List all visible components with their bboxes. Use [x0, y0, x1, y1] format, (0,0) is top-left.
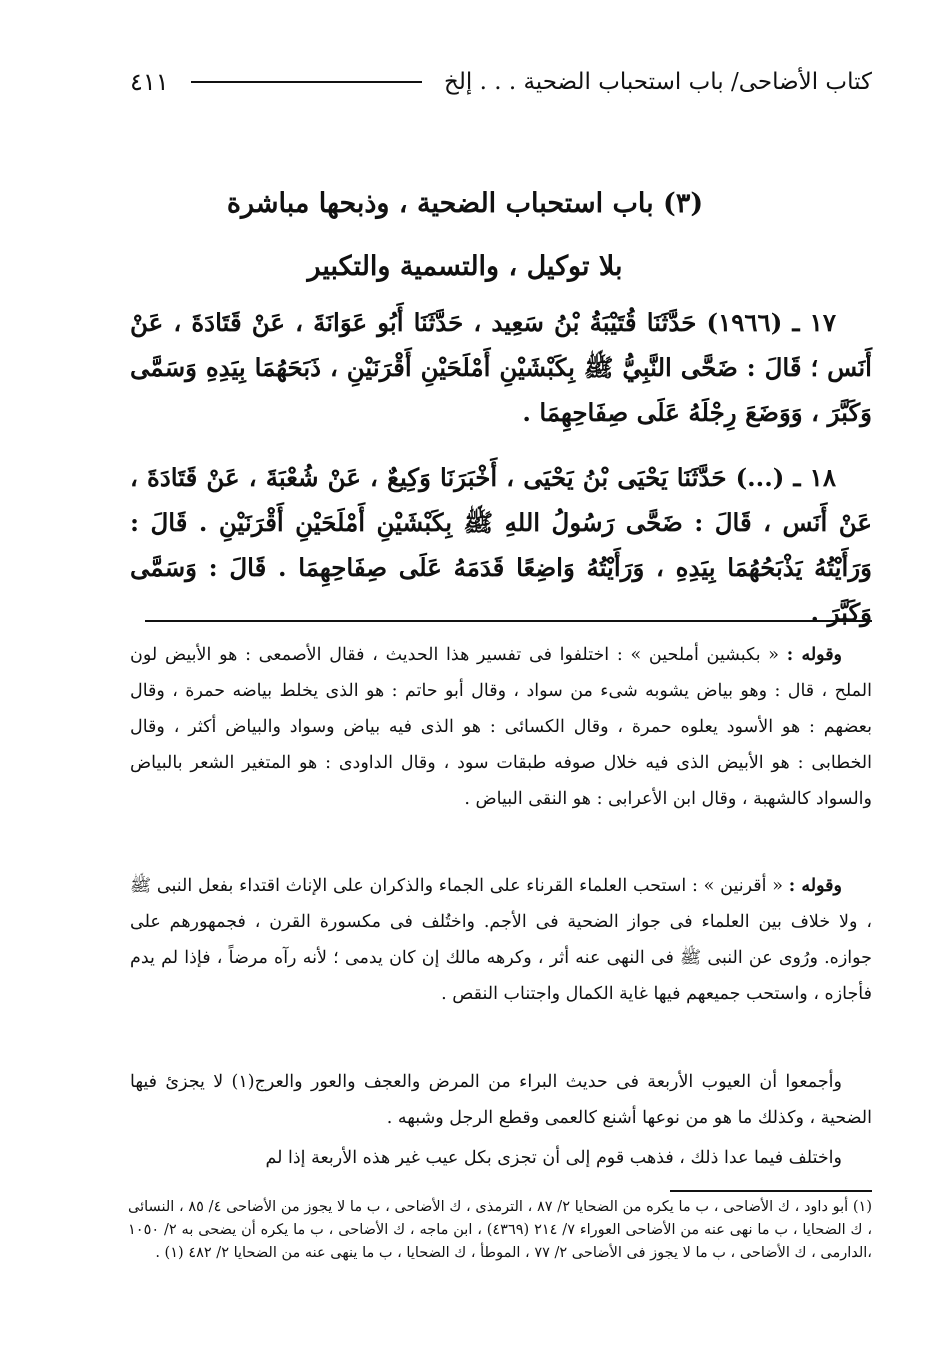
commentary-amlahayn	[130, 637, 872, 817]
chapter-title-line-1: (٣) باب استحباب الضحية ، وذبحها مباشرة	[226, 188, 704, 219]
chapter-title-line-2: بلا توكيل ، والتسمية والتكبير	[307, 251, 623, 282]
running-title: كتاب الأضاحى/ باب استحباب الضحية . . . إلخ	[444, 69, 872, 95]
header-rule	[191, 81, 422, 83]
commentary-lead: وقوله :	[786, 645, 843, 665]
hadith-18	[130, 455, 872, 635]
hadith-text: ١٨ ـ (...) حَدَّثَنَا يَحْيَى بْنُ يَحْيَى ، أَخْبَرَنَا وَكِيعٌ ، عَنْ شُعْبَةَ ، عَنْ قَتَادَةَ ، عَنْ أَنَس ، قَالَ : ضَحَّى رَسُولُ اللهِ ﷺ بِكَبْشَيْنِ أَمْلَحَيْنِ أَقْرَنَيْنِ . قَالَ : وَرَأَيْتُهُ يَذْبَحُهُمَا بِيَدِهِ ، وَرَأَيْتُهُ وَاضِعًا قَدَمَهُ عَلَى صِفَاحِهِمَا . قَالَ : وَسَمَّى وَكَبَّرَ .	[130, 463, 872, 627]
hadith-17	[130, 300, 872, 435]
commentary-aqranayn	[130, 868, 872, 1012]
hadith-text: ١٧ ـ (١٩٦٦) حَدَّثَنَا قُتَيْبَةُ بْنُ سَعِيد ، حَدَّثَنَا أَبُو عَوَانَةَ ، عَنْ قَتَادَةَ ، عَنْ أَنَس ؛ قَالَ : ضَحَّى النَّبِيُّ ﷺ بِكَبْشَيْنِ أَمْلَحَيْنِ أَقْرَنَيْنِ ، ذَبَحَهُمَا بِيَدِهِ وَسَمَّى وَكَبَّرَ ، وَوَضَعَ رِجْلَهُ عَلَى صِفَاحِهِمَا .	[130, 308, 872, 427]
section-divider	[145, 620, 872, 622]
commentary-disagreement	[130, 1140, 872, 1176]
running-header	[130, 62, 872, 102]
commentary-text: « بكبشين أملحين » : اختلفوا فى تفسير هذا الحديث ، فقال الأصمعى : هو الأبيض لون الملح ، قال : وهو بياض يشوبه شىء من سواد ، وقال أبو حاتم : هو الذى يخلط بياضه حمرة ، وقال بعضهم : هو الأسود يعلوه حمرة ، وقال الكسائى : هو الذى فيه بياض وسواد والبياض أكثر ، وقال الخطابى : هو الأبيض الذى فيه خلال صوفه طبقات سود ، وقال الداودى : هو المتغير الشعر بالبياض والسواد كالشهبة ، وقال ابن الأعرابى : هو النقى البياض .	[130, 645, 872, 809]
commentary-text: « أقرنين » : استحب العلماء القرناء على الجماء والذكران على الإناث اقتداء بفعل النبى ﷺ ، ولا خلاف بين العلماء فى جواز الضحية فى الأجم. واختُلف فى مكسورة القرن ، فجمهورهم على جوازه. ورُوى عن النبى ﷺ فى النهى عنه أثر ، وكرهه مالك إن كان يدمى ؛ لأنه رآه مرضاً ، فإذا لم يدم فأجازه ، واستحب جميعهم فيها غاية الكمال واجتناب النقص .	[130, 876, 872, 1004]
page-number: ٤١١	[130, 68, 169, 96]
footnote-text: (١) أبو داود ، ك الأضاحى ، ب ما يكره من الضحايا ٢/ ٨٧ ، الترمذى ، ك الأضاحى ، ب ما لا يجوز من الأضاحى ٤/ ٨٥ ، النسائى ، ك الضحايا ، ب ما نهى عنه من الأضاحى العوراء ٧/ ٢١٤ (٤٣٦٩) ، ابن ماجه ، ك الأضاحى ، ب ما يكره أن يضحى به ٢/ ١٠٥٠ ،الدارمى ، ك الأضاحى ، ب ما لا يجوز فى الأضاحى ٢/ ٧٧ ، الموطأ ، ك الضحايا ، ب ما ينهى عنه من الضحايا ٢/ ٤٨٢ (١) .	[128, 1199, 873, 1261]
chapter-heading	[80, 172, 850, 298]
commentary-text: واختلف فيما عدا ذلك ، فذهب قوم إلى أن تجزى بكل عيب غير هذه الأربعة إذا لم	[265, 1148, 842, 1168]
commentary-defects	[130, 1064, 872, 1136]
footnote-rule	[670, 1190, 872, 1192]
footnote	[128, 1196, 872, 1265]
commentary-lead: وقوله :	[788, 876, 842, 896]
commentary-text: وأجمعوا أن العيوب الأربعة فى حديث البراء من المرض والعجف والعور والعرج(١) لا يجزئ فيها الضحية ، وكذلك ما هو من نوعها أشنع كالعمى وقطع الرجل وشبهه .	[130, 1072, 872, 1128]
